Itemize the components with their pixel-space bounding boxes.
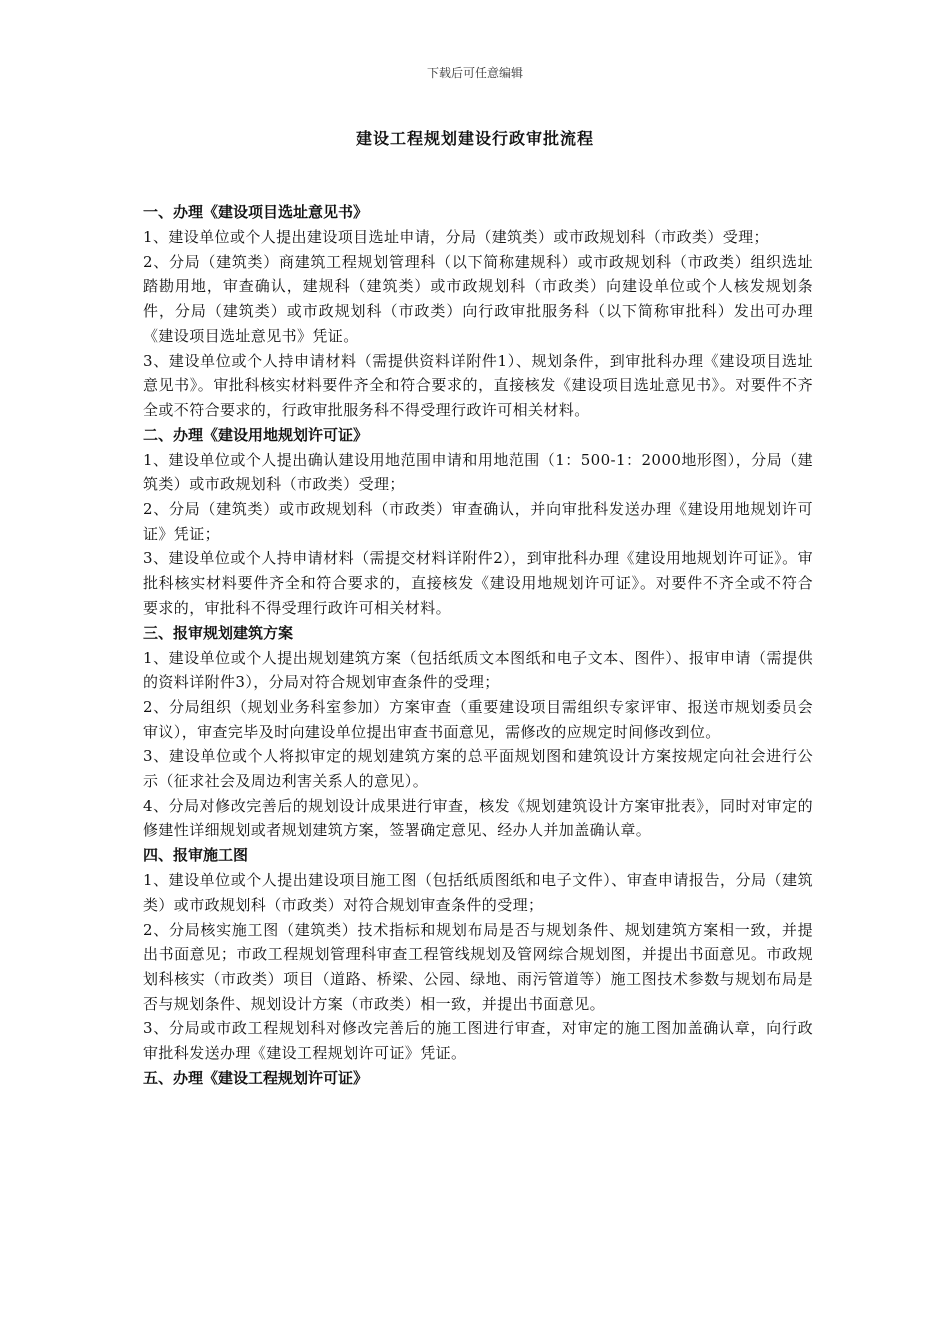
paragraph: 1、建设单位或个人提出确认建设用地范围申请和用地范围（1：500-1：2000地形图），分局（建筑类）或市政规划科（市政类）受理； <box>143 450 813 494</box>
section-heading: 一、办理《建设项目选址意见书》 <box>143 203 369 221</box>
paragraph: 3、建设单位或个人将拟审定的规划建筑方案的总平面规划图和建筑设计方案按规定向社会进行公示（征求社会及周边利害关系人的意见）。 <box>143 747 813 791</box>
section-heading: 二、办理《建设用地规划许可证》 <box>143 425 369 444</box>
section-heading: 三、报审规划建筑方案 <box>143 623 294 642</box>
section-3 <box>143 621 813 844</box>
section-5 <box>143 1066 813 1091</box>
paragraph: 2、分局（建筑类）或市政规划科（市政类）审查确认，并向审批科发送办理《建设用地规划许可证》凭证； <box>143 500 813 543</box>
section-2 <box>143 423 813 621</box>
section-heading: 五、办理《建设工程规划许可证》 <box>143 1068 369 1087</box>
paragraph: 3、建设单位或个人持申请材料（需提供资料详附件1）、规划条件，到审批科办理《建设项目选址意见书》。审批科核实材料要件齐全和符合要求的，直接核发《建设项目选址意见书》。对要件不齐全或不符合要求的，行政审批服务科不得受理行政许可相关材料。 <box>143 351 813 419</box>
paragraph: 1、建设单位或个人提出建设项目施工图（包括纸质图纸和电子文件）、审查申请报告，分局（建筑类）或市政规划科（市政类）对符合规划审查条件的受理； <box>143 871 813 914</box>
document-body <box>143 200 813 1091</box>
document-title: 建设工程规划建设行政审批流程 <box>355 129 594 148</box>
paragraph: 3、建设单位或个人持申请材料（需提交材料详附件2），到审批科办理《建设用地规划许可证》。审批科核实材料要件齐全和符合要求的，直接核发《建设用地规划许可证》。对要件不齐全或不符合要求的，审批科不得受理行政许可相关材料。 <box>143 549 813 617</box>
paragraph: 2、分局组织（规划业务科室参加）方案审查（重要建设项目需组织专家评审、报送市规划委员会审议），审查完毕及时向建设单位提出审查书面意见，需修改的应规定时间修改到位。 <box>143 697 813 741</box>
paragraph: 1、建设单位或个人提出建设项目选址申请，分局（建筑类）或市政规划科（市政类）受理； <box>143 228 769 246</box>
paragraph: 1、建设单位或个人提出规划建筑方案（包括纸质文本图纸和电子文本、图件）、报审申请（需提供的资料详附件3），分局对符合规划审查条件的受理； <box>143 648 813 692</box>
paragraph: 2、分局（建筑类）商建筑工程规划管理科（以下简称建规科）或市政规划科（市政类）组织选址踏勘用地，审查确认，建规科（建筑类）或市政规划科（市政类）向建设单位或个人核发规划条件，分局（建筑类）或市政规划科（市政类）向行政审批服务科（以下简称审批科）发出可办理《建设项目选址意见书》凭证。 <box>143 252 813 345</box>
section-1 <box>143 200 813 423</box>
paragraph: 4、分局对修改完善后的规划设计成果进行审查，核发《规划建筑设计方案审批表》，同时对审定的修建性详细规划或者规划建筑方案，签署确定意见、经办人并加盖确认章。 <box>143 796 813 840</box>
header-note: 下载后可任意编辑 <box>426 66 523 80</box>
paragraph: 2、分局核实施工图（建筑类）技术指标和规划布局是否与规划条件、规划建筑方案相一致，并提出书面意见；市政工程规划管理科审查工程管线规划及管网综合规划图，并提出书面意见。市政规划科核实（市政类）项目（道路、桥梁、公园、绿地、雨污管道等）施工图技术参数与规划布局是否与规划条件、规划设计方案（市政类）相一致，并提出书面意见。 <box>143 920 813 1013</box>
section-heading: 四、报审施工图 <box>143 846 249 865</box>
section-4 <box>143 843 813 1066</box>
paragraph: 3、分局或市政工程规划科对修改完善后的施工图进行审查，对审定的施工图加盖确认章，向行政审批科发送办理《建设工程规划许可证》凭证。 <box>143 1019 813 1063</box>
